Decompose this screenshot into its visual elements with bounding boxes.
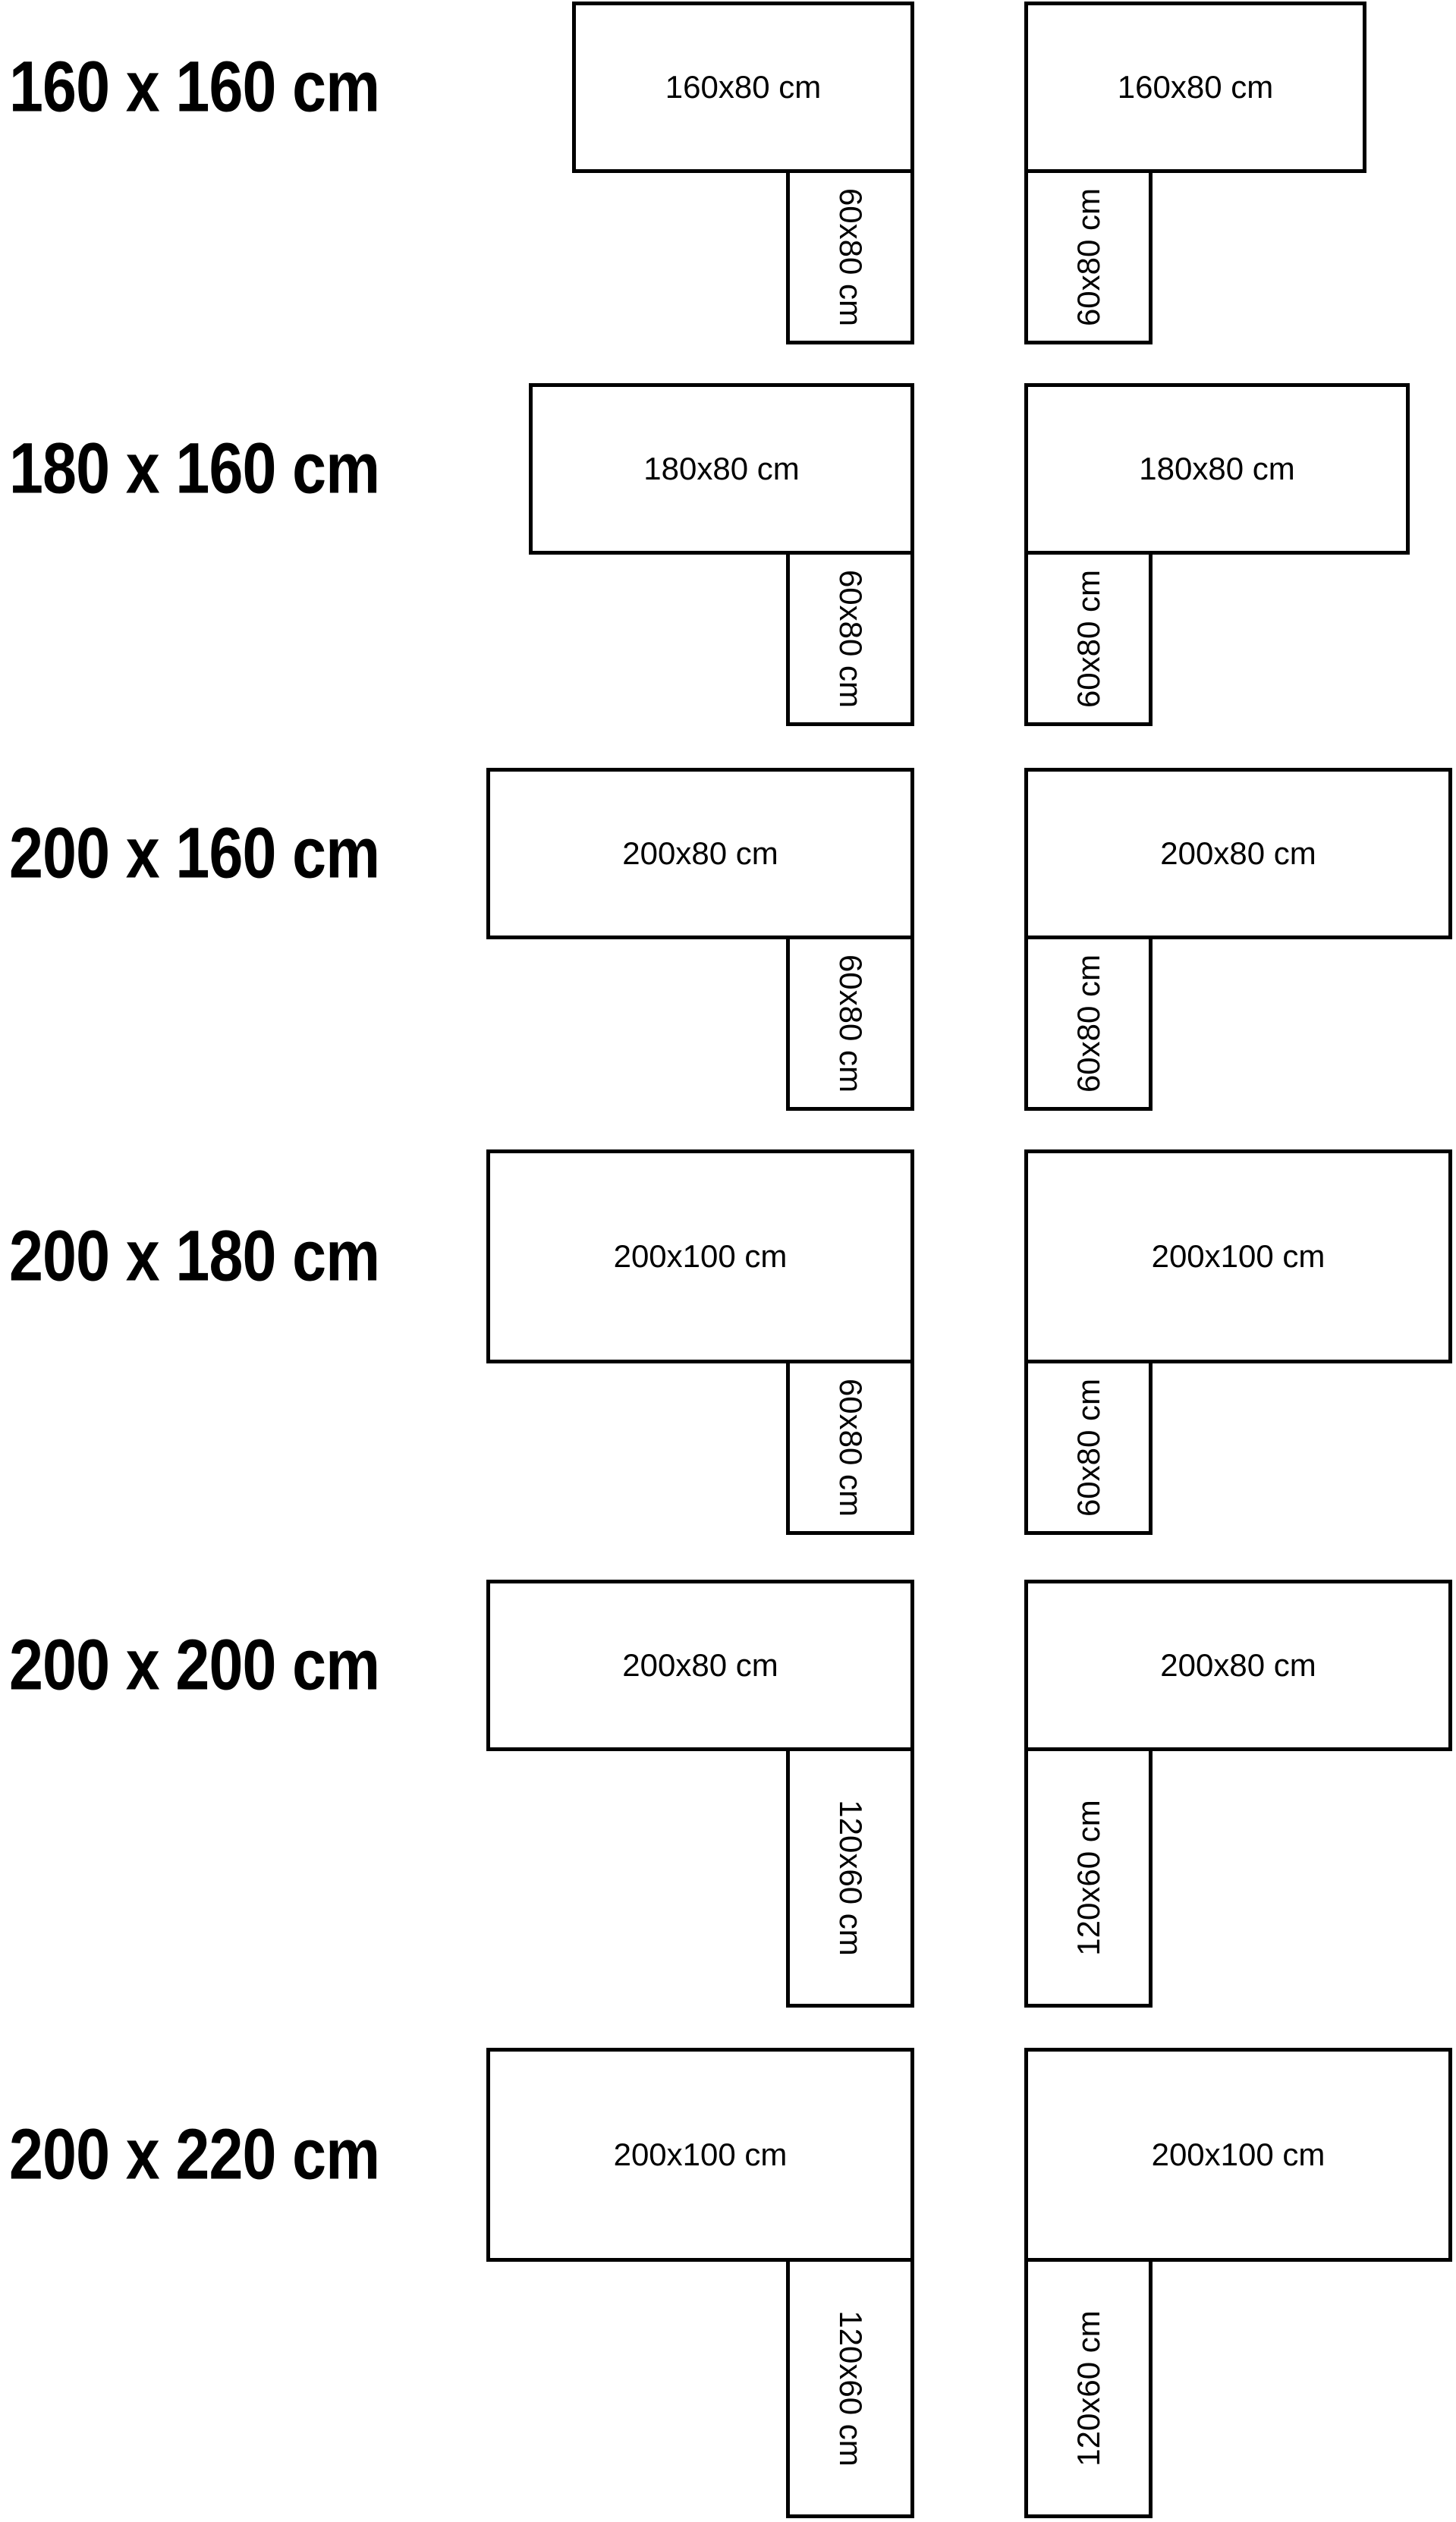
- desk-diagram-left: [486, 1580, 914, 2008]
- desk-top-rect: [1024, 1580, 1452, 1751]
- desk-return-rect: [1024, 169, 1153, 344]
- desk-return-rect: [786, 1747, 914, 2008]
- desk-size-text: 200x100 cm: [613, 1238, 788, 1274]
- desk-size-text: 200x80 cm: [622, 835, 778, 871]
- return-size-text: 60x80 cm: [832, 569, 869, 708]
- return-size-text: 60x80 cm: [1070, 1378, 1106, 1517]
- desk-return-rect: [786, 1360, 914, 1535]
- desk-top-rect: [1024, 2, 1366, 173]
- desk-size-text: 160x80 cm: [665, 69, 822, 105]
- return-size-text: 60x80 cm: [1070, 954, 1106, 1093]
- desk-diagram-left: [486, 768, 914, 1111]
- desk-top-rect: [1024, 768, 1452, 939]
- desk-top-rect: [486, 1580, 914, 1751]
- return-size-text: 120x60 cm: [832, 2310, 869, 2467]
- row-size-label: 160 x 160 cm: [9, 46, 380, 127]
- desk-top-rect: [572, 2, 914, 173]
- return-size-text: 60x80 cm: [832, 187, 869, 326]
- desk-size-text: 160x80 cm: [1117, 69, 1274, 105]
- return-size-text: 60x80 cm: [1070, 187, 1106, 326]
- desk-return-rect: [786, 551, 914, 726]
- desk-diagram-right: [1024, 383, 1410, 726]
- row-size-label: 180 x 160 cm: [9, 428, 380, 509]
- desk-diagram-right: [1024, 2048, 1452, 2518]
- desk-diagram-left: [529, 383, 914, 726]
- row-size-label: 200 x 160 cm: [9, 813, 380, 894]
- desk-return-rect: [1024, 936, 1153, 1111]
- desk-diagram-right: [1024, 1149, 1452, 1535]
- row-size-label: 200 x 180 cm: [9, 1215, 380, 1297]
- row-size-label: 200 x 200 cm: [9, 1624, 380, 1706]
- return-size-text: 120x60 cm: [1070, 1799, 1106, 1956]
- desk-top-rect: [529, 383, 914, 555]
- return-size-text: 120x60 cm: [832, 1799, 869, 1956]
- desk-size-text: 200x80 cm: [622, 1647, 778, 1683]
- desk-diagram-right: [1024, 1580, 1452, 2008]
- return-size-text: 60x80 cm: [1070, 569, 1106, 708]
- desk-diagram-right: [1024, 768, 1452, 1111]
- desk-size-text: 200x100 cm: [1151, 1238, 1325, 1274]
- return-size-text: 60x80 cm: [832, 954, 869, 1093]
- desk-diagram-left: [572, 2, 914, 344]
- desk-top-rect: [486, 768, 914, 939]
- desk-size-text: 180x80 cm: [643, 451, 800, 486]
- desk-diagram-left: [486, 2048, 914, 2518]
- desk-size-text: 200x100 cm: [1151, 2137, 1325, 2172]
- desk-top-rect: [1024, 383, 1410, 555]
- desk-diagram-left: [486, 1149, 914, 1535]
- desk-diagram-right: [1024, 2, 1366, 344]
- desk-top-rect: [486, 1149, 914, 1363]
- row-size-label: 200 x 220 cm: [9, 2114, 380, 2195]
- desk-return-rect: [786, 2258, 914, 2518]
- return-size-text: 120x60 cm: [1070, 2310, 1106, 2467]
- desk-size-text: 200x80 cm: [1160, 1647, 1316, 1683]
- desk-return-rect: [786, 169, 914, 344]
- desk-size-text: 200x100 cm: [613, 2137, 788, 2172]
- desk-size-text: 180x80 cm: [1139, 451, 1295, 486]
- desk-return-rect: [1024, 551, 1153, 726]
- desk-top-rect: [1024, 2048, 1452, 2262]
- desk-top-rect: [486, 2048, 914, 2262]
- desk-size-text: 200x80 cm: [1160, 835, 1316, 871]
- desk-return-rect: [1024, 1360, 1153, 1535]
- desk-return-rect: [1024, 2258, 1153, 2518]
- desk-return-rect: [786, 936, 914, 1111]
- desk-top-rect: [1024, 1149, 1452, 1363]
- return-size-text: 60x80 cm: [832, 1378, 869, 1517]
- desk-return-rect: [1024, 1747, 1153, 2008]
